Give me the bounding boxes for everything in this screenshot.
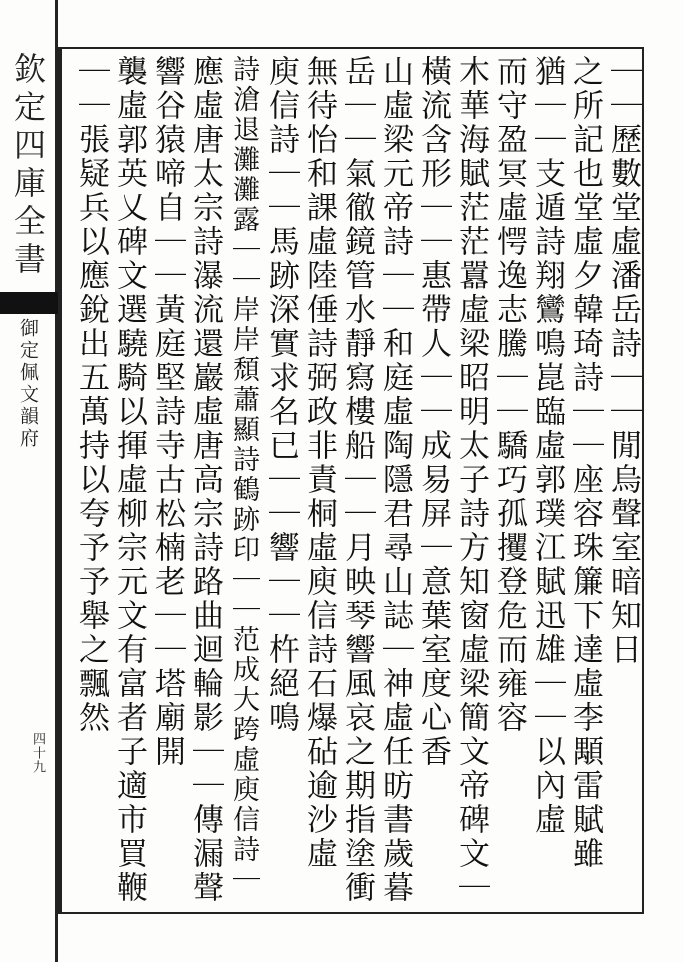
text-column: 響谷猿啼自｜｜黃庭堅詩寺古松楠老｜｜塔廟開: [149, 55, 185, 769]
frame-bottom-rule: [60, 912, 644, 914]
text-column: 木華海賦茫茫囂虛梁昭明太子詩方知窗虛梁簡文帝碑文｜: [453, 55, 489, 905]
fish-tail-band: [0, 292, 58, 314]
text-column: ｜｜張疑兵以應銳出五萬持以夸予予舉之飄然: [73, 55, 109, 735]
text-column: 橫流含形｜｜惠帶人｜｜成易屏｜意葉室度心香: [415, 55, 451, 769]
text-column: 無待怡和課虛陸倕詩弼政非責桐虛庾信詩石爆砧逾沙虛: [301, 55, 337, 871]
text-column: 猶｜｜支遁詩翔鸞鳴崑臨虛郭璞江賦迅雄｜｜以內虛: [529, 55, 565, 837]
text-column: 庾信詩｜｜馬跡深實求名已｜｜響｜｜杵絕鳴: [263, 55, 299, 735]
frame-top-rule: [60, 47, 644, 49]
page-margin: [0, 0, 58, 962]
text-column: ｜｜歷數堂虛潘岳詩｜｜閒烏聲室暗知日: [605, 55, 641, 667]
text-column: 而守盈冥虛愕逸志騰｜｜驕巧孤攫登危而雍容: [491, 55, 527, 735]
text-column: 之所記也堂虛夕韓琦詩｜｜座容珠簾下達虛李顒雷賦雖: [567, 55, 603, 871]
text-column: 襲虛郭英乂碑文選驍騎以揮虛柳宗元文有富者子適市買鞭: [111, 55, 147, 905]
text-column: 詩滄退灘灘露｜｜岸岸頹蕭顯詩鶴跡印｜｜范成大跨虛庾信詩｜: [228, 55, 259, 895]
frame-left-rule: [58, 47, 62, 914]
book-title: 御定佩文韻府: [17, 318, 39, 450]
text-column: 應虛唐太宗詩瀑流還巖虛唐高宗詩路曲迴輪影｜｜傳漏聲: [187, 55, 223, 905]
text-column: 山虛梁元帝詩｜｜和庭虛陶隱君尋山誌｜神虛任昉書歲暮: [377, 55, 413, 905]
text-column: 岳｜｜氣徹鏡管水靜寫樓船｜｜月映琴響風哀之期指塗衝: [339, 55, 375, 905]
page-number: 四十九: [30, 732, 45, 774]
collection-title: 欽定四庫全書: [9, 52, 47, 280]
